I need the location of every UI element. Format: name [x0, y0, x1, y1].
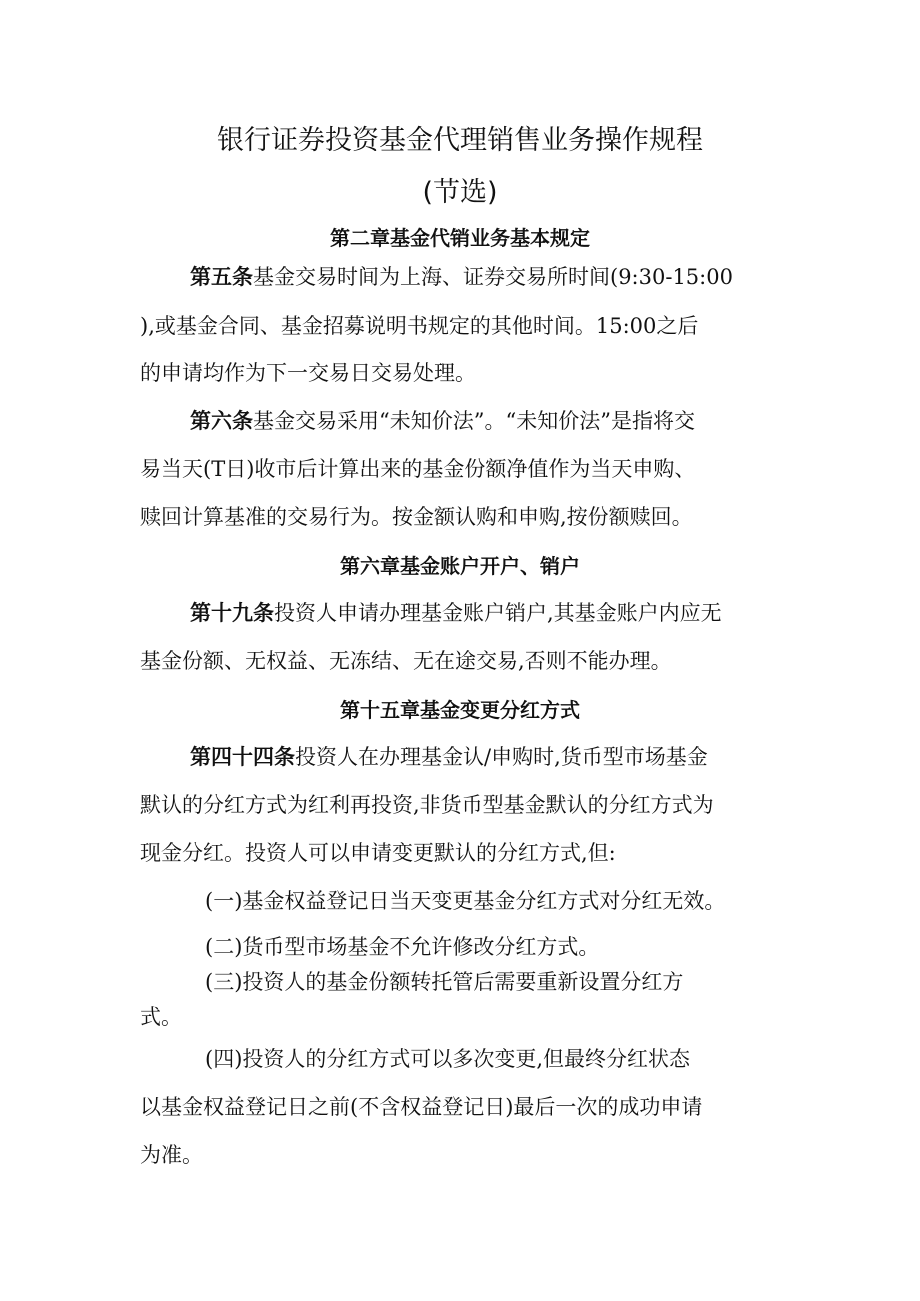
article-44-line-3: 现金分红。投资人可以申请变更默认的分红方式,但:: [140, 841, 616, 865]
article-5-line-3: 的申请均作为下一交易日交易处理。: [140, 361, 476, 385]
article-6-line-1: [190, 406, 695, 436]
chapter-heading-6: 第六章基金账户开户、销户: [340, 554, 580, 578]
article-5-text-1: 基金交易时间为上海、证券交易所时间(9:30-15:00: [253, 265, 733, 289]
article-19-line-2: 基金份额、无权益、无冻结、无在途交易,否则不能办理。: [140, 649, 672, 673]
document-subtitle: (节选): [422, 177, 498, 208]
list-item-2: (二)货币型市场基金不允许修改分红方式。: [205, 935, 600, 959]
article-5-line-1: [190, 262, 733, 292]
chapter-heading-2: 第二章基金代销业务基本规定: [330, 226, 590, 250]
list-item-4-line-2: 以基金权益登记日之前(不含权益登记日)最后一次的成功申请: [140, 1095, 703, 1119]
article-44-line-2: 默认的分红方式为红利再投资,非货币型基金默认的分红方式为: [140, 793, 714, 817]
article-19-line-1: [190, 598, 722, 628]
article-44-text-1: 投资人在办理基金认/申购时,货币型市场基金: [295, 745, 708, 769]
article-6-label: 第六条: [190, 408, 253, 433]
article-5-label: 第五条: [190, 264, 253, 289]
list-item-4-line-1: (四)投资人的分红方式可以多次变更,但最终分红状态: [205, 1047, 691, 1071]
article-6-line-3: 赎回计算基准的交易行为。按金额认购和申购,按份额赎回。: [140, 505, 693, 529]
chapter-heading-15: 第十五章基金变更分红方式: [340, 698, 580, 722]
list-item-3-line-2: 式。: [140, 1005, 182, 1029]
article-44-line-1: [190, 742, 708, 772]
article-19-text-1: 投资人申请办理基金账户销户,其基金账户内应无: [274, 601, 722, 625]
article-44-label: 第四十四条: [190, 744, 295, 769]
article-6-line-2: 易当天(T日)收市后计算出来的基金份额净值作为当天申购、: [140, 457, 696, 481]
list-item-4-line-3: 为准。: [140, 1143, 203, 1167]
article-19-label: 第十九条: [190, 600, 274, 625]
document-title: 银行证券投资基金代理销售业务操作规程: [217, 125, 703, 156]
list-item-1: (一)基金权益登记日当天变更基金分红方式对分红无效。: [205, 889, 726, 913]
list-item-3-line-1: (三)投资人的基金份额转托管后需要重新设置分红方: [205, 970, 684, 994]
article-5-line-2: ),或基金合同、基金招募说明书规定的其他时间。15:00之后: [140, 314, 699, 338]
article-6-text-1: 基金交易采用“未知价法”。“未知价法”是指将交: [253, 409, 695, 433]
